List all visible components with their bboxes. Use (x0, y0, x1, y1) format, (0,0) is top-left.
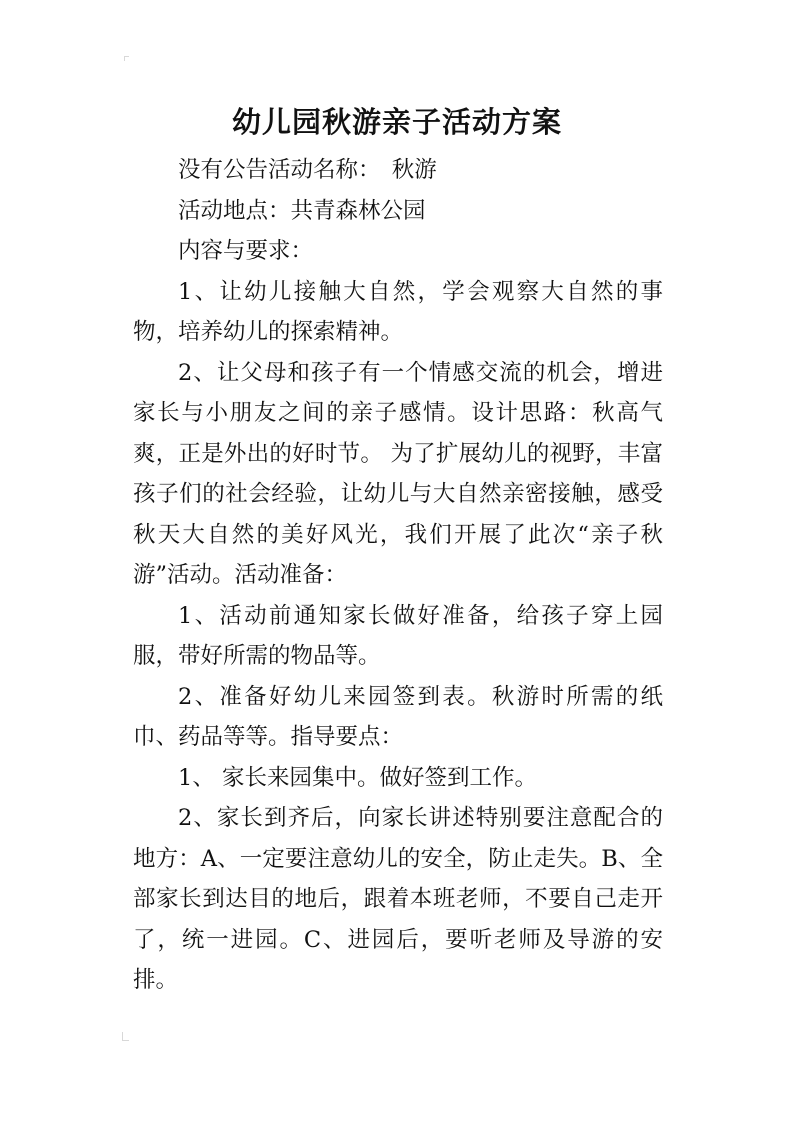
top-left-corner-mark (124, 56, 129, 61)
paragraph-preparation-2: 2、准备好幼儿来园签到表。秋游时所需的纸巾、药品等等。指导要点： (133, 683, 663, 750)
paragraph-preparation-1: 1、活动前通知家长做好准备，给孩子穿上园服，带好所需的物品等。 (133, 602, 663, 669)
paragraph-goal-1: 1、让幼儿接触大自然，学会观察大自然的事物，培养幼儿的探索精神。 (133, 278, 663, 345)
paragraph-guidance-1: 1、 家长来园集中。做好签到工作。 (178, 764, 537, 791)
document-body (133, 150, 663, 1001)
paragraph-guidance-2: 2、家长到齐后，向家长讲述特别要注意配合的地方：A、一定要注意幼儿的安全，防止走失。B、全部家长到达目的地后，跟着本班老师，不要自己走开了，统一进园。C、进园后，要听老师及导游的安排。 (133, 805, 663, 993)
paragraph-content-heading: 内容与要求： (178, 238, 314, 264)
paragraph-activity-location: 活动地点：共青森林公园 (178, 197, 426, 224)
bottom-left-corner-mark (122, 1032, 129, 1041)
document-title: 幼儿园秋游亲子活动方案 (231, 105, 562, 139)
paragraph-activity-name: 没有公告活动名称： 秋游 (178, 157, 437, 183)
paragraph-goal-2-design: 2、让父母和孩子有一个情感交流的机会，增进家长与小朋友之间的亲子感情。设计思路：秋高气爽，正是外出的好时节。 为了扩展幼儿的视野，丰富孩子们的社会经验，让幼儿与大自然亲密接触，感受秋天大自然的美好风光，我们开展了此次“亲子秋游”活动。活动准备： (133, 359, 663, 588)
